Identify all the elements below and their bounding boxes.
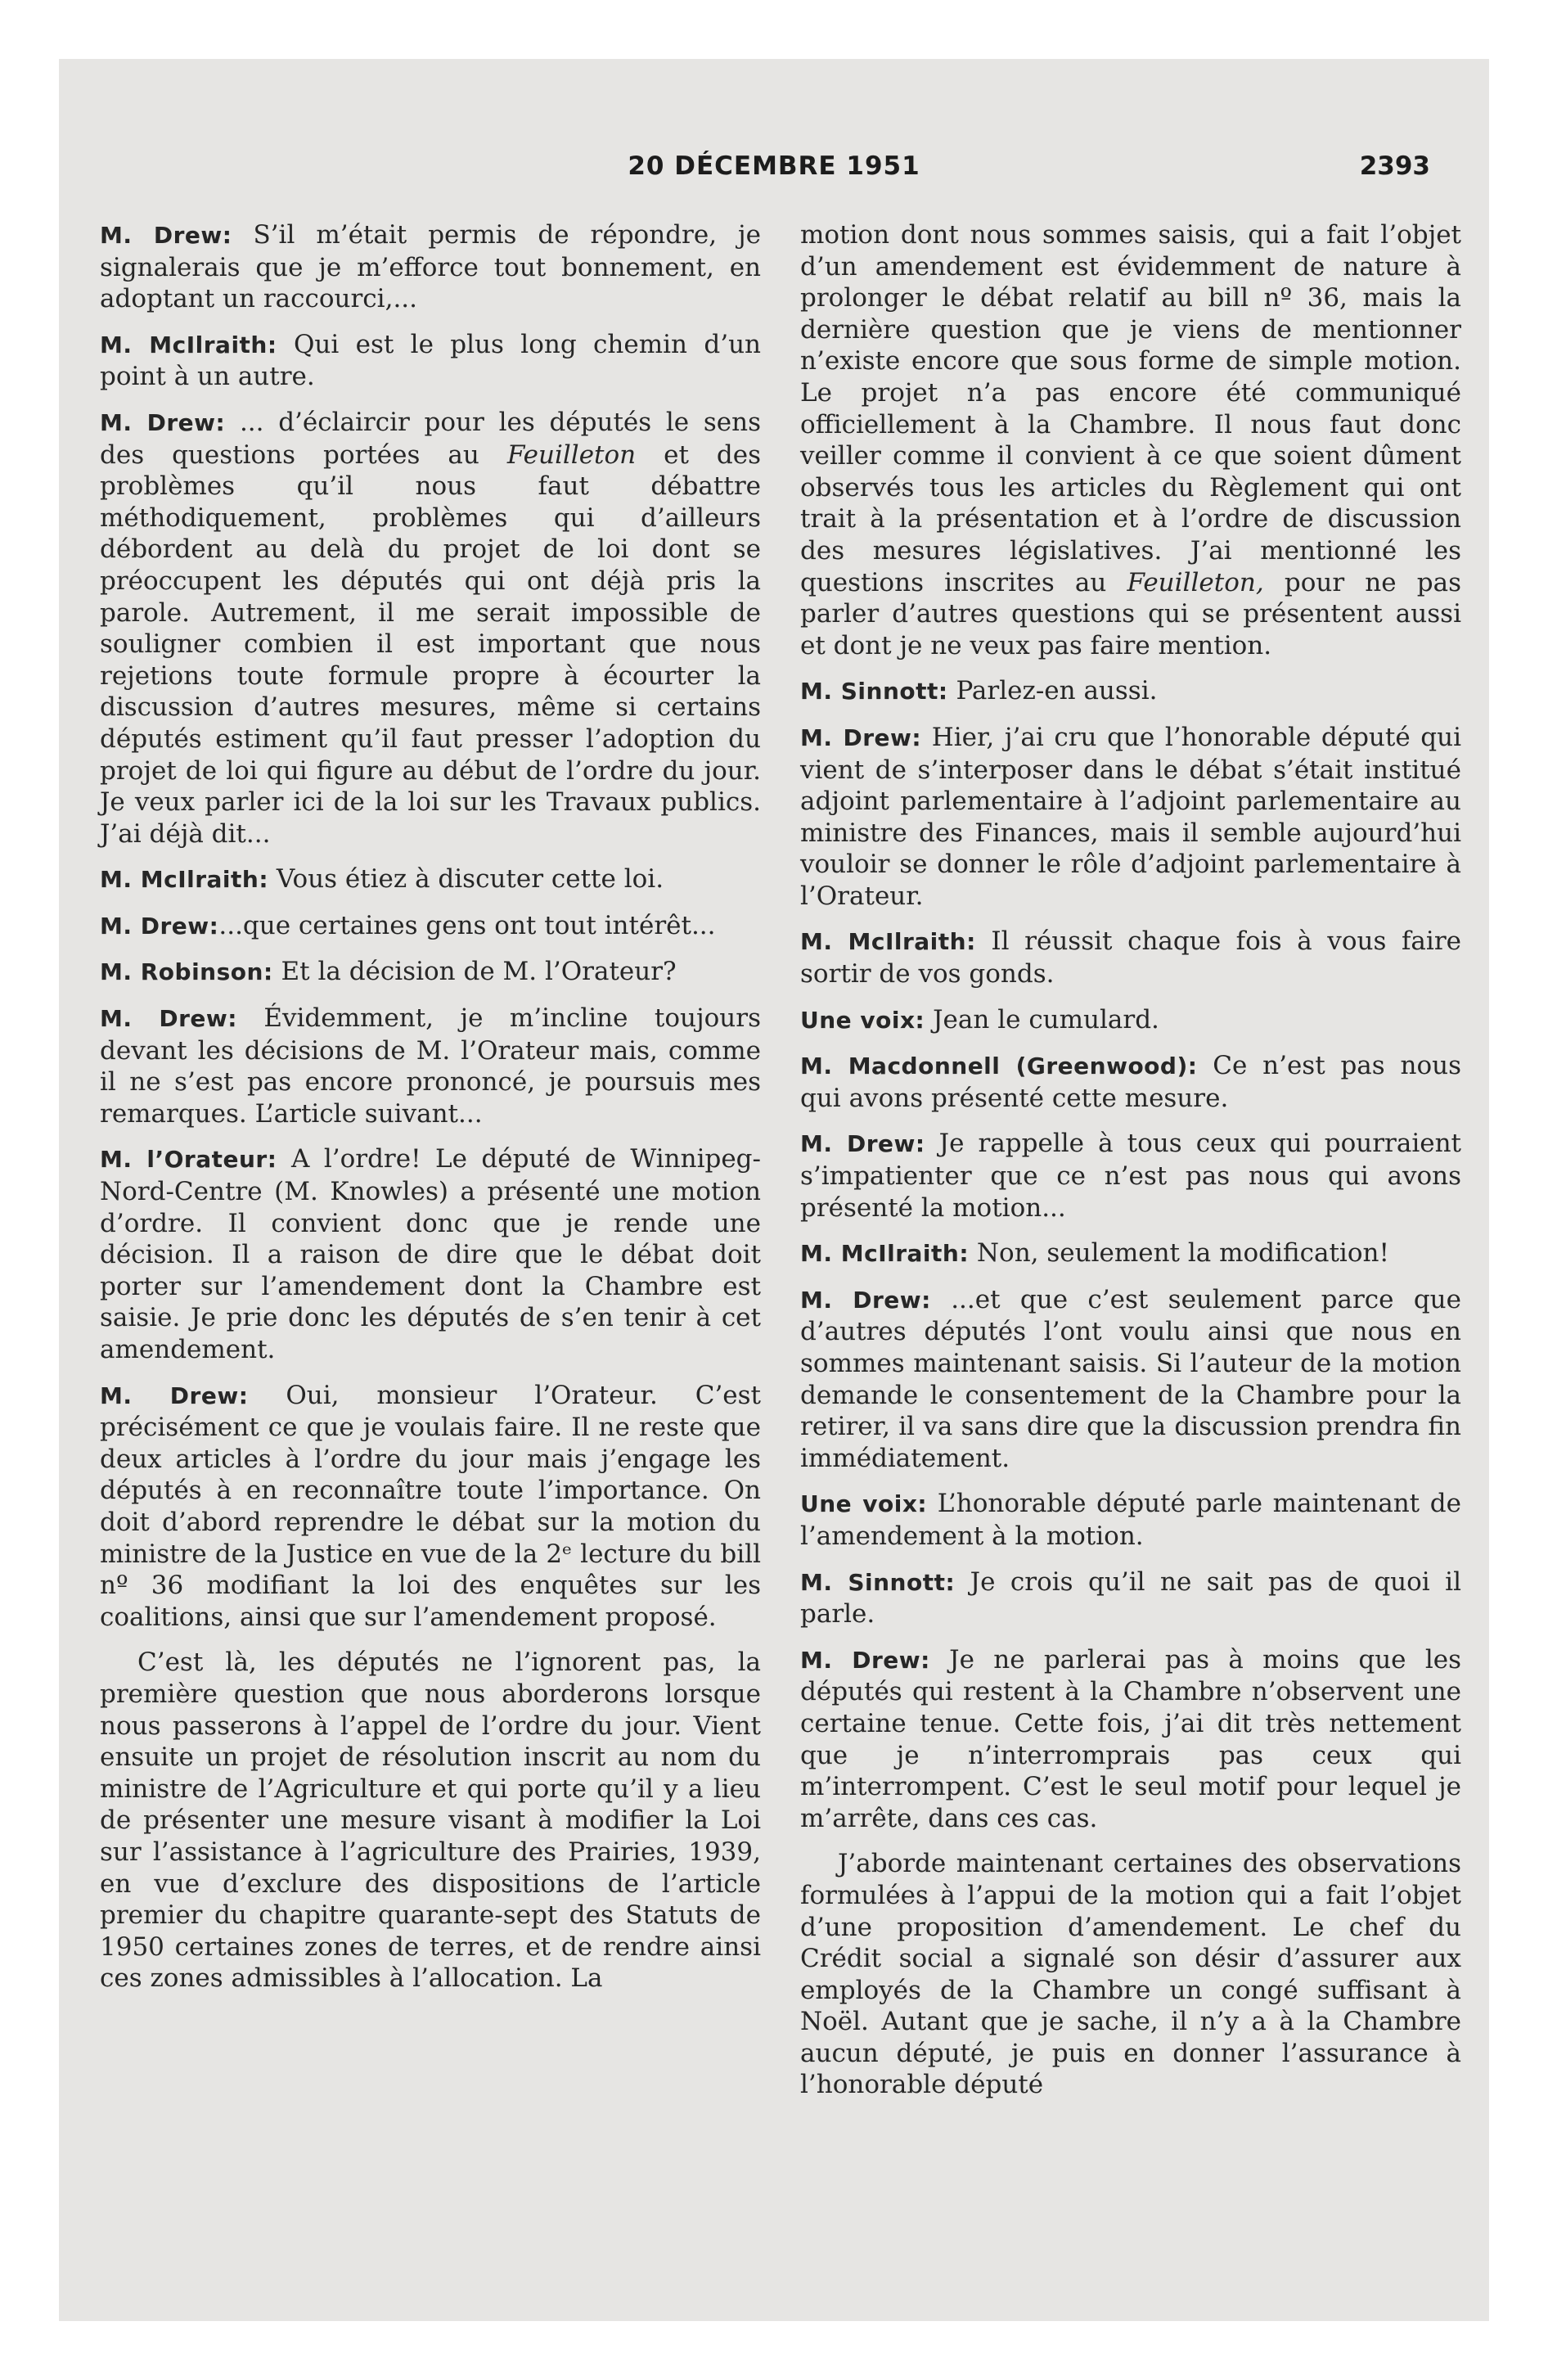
speaker-name: M. McIlraith:	[100, 331, 277, 358]
paragraph	[800, 219, 1461, 661]
paragraph-text: Non, seulement la modification!	[976, 1238, 1389, 1269]
paragraph	[100, 910, 761, 943]
left-column	[100, 219, 761, 2008]
paragraph-text: Vous étiez à discuter cette loi.	[276, 864, 664, 895]
paragraph-text: Qui est le plus long chemin d’un point à un autre.	[100, 329, 761, 392]
speaker-name: M. Drew:	[100, 912, 219, 940]
paragraph-text: ... d’éclaircir pour les députés le sens des questions portées au	[100, 407, 761, 470]
paragraph	[800, 1644, 1461, 1835]
paragraph	[100, 956, 761, 989]
paragraph	[800, 722, 1461, 913]
paragraph-text: pour ne pas parler d’autres questions qui se présentent aussi et dont je ne veux pas faire mention.	[800, 567, 1462, 660]
speaker-name: M. l’Orateur:	[100, 1146, 277, 1174]
italic-text: Feuilleton	[506, 439, 637, 470]
speaker-name: Une voix:	[800, 1006, 925, 1034]
paragraph	[800, 1004, 1461, 1037]
paragraph	[100, 407, 761, 850]
paragraph	[100, 1647, 761, 1995]
speaker-name: Une voix:	[800, 1490, 928, 1518]
italic-text: Feuilleton,	[1127, 567, 1264, 597]
paragraph	[800, 1128, 1461, 1224]
speaker-name: M. Drew:	[800, 1286, 931, 1314]
paragraph-text: Je ne parlerai pas à moins que les députés qui restent à la Chambre n’observent une certaine tenue. Cette fois, j’ai dit très nettement que je n’interromprais pas ceux qui m’interrompent. C’est le seul motif pour lequel je m’arrête, dans ces cas.	[800, 1644, 1461, 1833]
speaker-name: M. McIlraith:	[800, 1240, 970, 1268]
header-date: 20 DÉCEMBRE 1951	[628, 151, 920, 181]
speaker-name: M. Robinson:	[100, 958, 273, 986]
paragraph	[800, 926, 1461, 989]
paragraph-text: Parlez-en aussi.	[956, 676, 1158, 706]
paragraph-text: Je crois qu’il ne sait pas de quoi il parle.	[800, 1566, 1462, 1629]
paragraph	[100, 1003, 761, 1129]
speaker-name: M. Sinnott:	[800, 1568, 956, 1596]
paragraph-text: Et la décision de M. l’Orateur?	[281, 957, 677, 987]
paragraph-text: Oui, monsieur l’Orateur. C’est précisément ce que je voulais faire. Il ne reste que deux articles à l’ordre du jour mais j’engage les députés à en reconnaître toute l’importance. On doit d’abord reprendre le débat sur la motion du ministre de la Justice en vue de la 2ᵉ lecture du bill nº 36 modifiant la loi des enquêtes sur les coalitions, ainsi que sur l’amendement proposé.	[100, 1380, 762, 1632]
paragraph	[100, 863, 761, 896]
paragraph-text: et des problèmes qu’il nous faut débattre méthodiquement, problèmes qui d’ailleurs débordent au delà du projet de loi dont se préoccupent les députés qui ont déjà pris la parole. Autrement, il me serait impossible de souligner combien il est important que nous rejetions toute formule propre à écourter la discussion d’autres mesures, même si certains députés estiment qu’il faut presser l’adoption du projet de loi qui figure au début de l’ordre du jour. Je veux parler ici de la loi sur les Travaux publics. J’ai déjà dit...	[100, 439, 762, 849]
paragraph-text: ...et que c’est seulement parce que d’autres députés l’ont voulu ainsi que nous en sommes maintenant saisis. Si l’auteur de la motion demande le consentement de la Chambre pour la retirer, il va sans dire que la discussion prendra fin immédiatement.	[800, 1284, 1461, 1473]
speaker-name: M. Drew:	[800, 723, 922, 751]
paragraph-text: motion dont nous sommes saisis, qui a fait l’objet d’un amendement est évidemment de nature à prolonger le débat relatif au bill nº 36, mais la dernière question que je viens de mentionner n’existe encore que sous forme de simple motion. Le projet n’a pas encore été communiqué officiellement à la Chambre. Il nous faut donc veiller comme il convient à ce que soient dûment observés tous les articles du Règlement qui ont trait à la présentation et à l’ordre de discussion des mesures législatives. J’ai mentionné les questions inscrites au	[800, 220, 1461, 597]
paragraph-text: A l’ordre! Le député de Winnipeg-Nord-Centre (M. Knowles) a présenté une motion d’ordre. Il convient donc que je rende une décision. Il a raison de dire que le débat doit porter sur l’amendement dont la Chambre est saisie. Je prie donc les députés de s’en tenir à cet amendement.	[100, 1144, 761, 1364]
paragraph-text: C’est là, les députés ne l’ignorent pas, la première question que nous aborderons lorsque nous passerons à l’appel de l’ordre du jour. Vient ensuite un projet de résolution inscrit au nom du ministre de l’Agriculture et qui porte qu’il y a lieu de présenter une mesure visant à modifier la Loi sur l’assistance à l’agriculture des Prairies, 1939, en vue d’exclure des dispositions de l’article premier du chapitre quarante-sept des Statuts de 1950 certaines zones de terres, et de rendre ainsi ces zones admissibles à l’allocation. La	[100, 1648, 761, 1994]
paragraph-text: Il réussit chaque fois à vous faire sortir de vos gonds.	[800, 926, 1461, 989]
paragraph-text: L’honorable député parle maintenant de l’amendement à la motion.	[800, 1489, 1461, 1551]
paragraph	[100, 219, 761, 315]
paragraph	[800, 1237, 1461, 1270]
speaker-name: M. Drew:	[100, 408, 226, 436]
paragraph	[800, 1566, 1461, 1630]
paragraph	[800, 1284, 1461, 1475]
paragraph	[100, 329, 761, 393]
paragraph	[800, 675, 1461, 708]
paragraph-text: Ce n’est pas nous qui avons présenté cette mesure.	[800, 1051, 1461, 1113]
speaker-name: M. Macdonnell (Greenwood):	[800, 1053, 1198, 1080]
paragraph-text: Jean le cumulard.	[933, 1004, 1159, 1034]
paragraph	[800, 1050, 1461, 1114]
speaker-name: M. Drew:	[100, 1005, 237, 1033]
speaker-name: M. McIlraith:	[100, 866, 269, 894]
paragraph-text: Évidemment, je m’incline toujours devant les décisions de M. l’Orateur mais, comme il ne s’est pas encore prononcé, je poursuis mes remarques. L’article suivant...	[100, 1003, 761, 1129]
speaker-name: M. Drew:	[800, 1646, 930, 1674]
page-header	[59, 151, 1489, 201]
paragraph-text: ...que certaines gens ont tout intérêt...	[218, 910, 716, 940]
speaker-name: M. Drew:	[800, 1130, 925, 1158]
document-page	[59, 59, 1489, 2321]
paragraph-text: Je rappelle à tous ceux qui pourraient s’impatienter que ce n’est pas nous qui avons présenté la motion...	[800, 1129, 1461, 1223]
paragraph-text: Hier, j’ai cru que l’honorable député qui vient de s’interposer dans le débat s’était institué adjoint parlementaire à l’adjoint parlementaire au ministre des Finances, mais il semble aujourd’hui vouloir se donner le rôle d’adjoint parlementaire à l’Orateur.	[800, 722, 1462, 911]
speaker-name: M. McIlraith:	[800, 928, 976, 956]
paragraph-text: S’il m’était permis de répondre, je signalerais que je m’efforce tout bonnement, en adoptant un raccourci,...	[100, 220, 761, 314]
paragraph	[100, 1143, 761, 1365]
right-column	[800, 219, 1461, 2115]
speaker-name: M. Drew:	[100, 1382, 249, 1409]
speaker-name: M. Sinnott:	[800, 678, 948, 705]
paragraph-text: J’aborde maintenant certaines des observations formulées à l’appui de la motion qui a fait l’objet d’une proposition d’amendement. Le chef du Crédit social a signalé son désir d’assurer aux employés de la Chambre un congé suffisant à Noël. Autant que je sache, il n’y a à la Chambre aucun député, je puis en donner l’assurance à l’honorable député	[800, 1849, 1461, 2100]
paragraph	[800, 1848, 1461, 2101]
page-number: 2393	[1359, 151, 1430, 181]
paragraph	[100, 1380, 761, 1634]
paragraph	[800, 1488, 1461, 1552]
speaker-name: M. Drew:	[100, 222, 232, 249]
